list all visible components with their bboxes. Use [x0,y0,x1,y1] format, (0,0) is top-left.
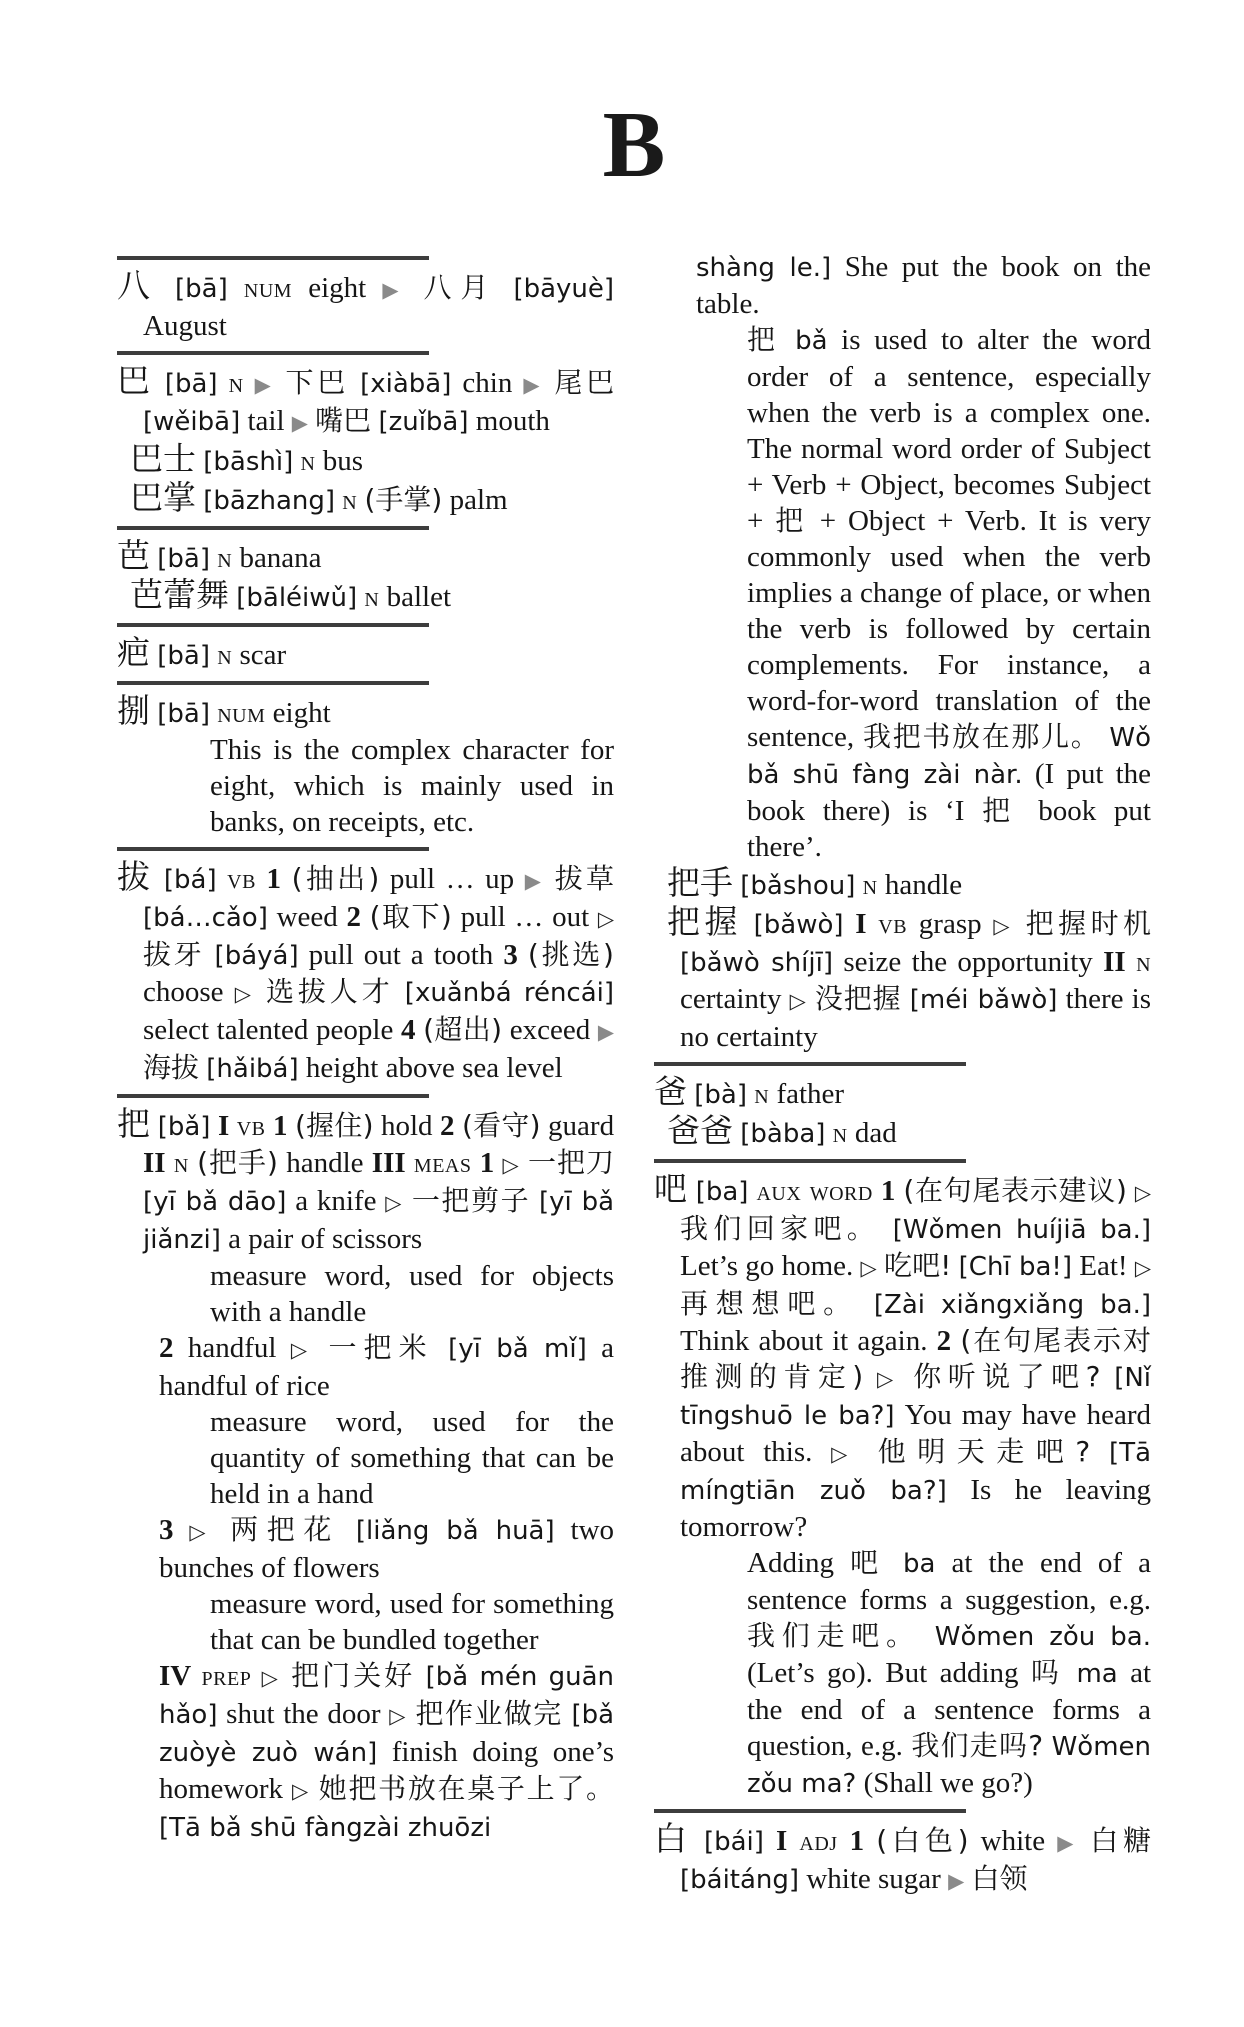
headword: 芭蕾舞 [130,575,229,614]
sense-number: III [371,1147,406,1179]
pos-label: n [1136,946,1152,978]
chinese-text: 下巴 [285,366,350,399]
english-text: height above sea level [305,1052,563,1084]
english-text: mouth [475,405,550,437]
english-text: handle [884,869,963,901]
pinyin: [bā] [175,274,228,304]
english-text: Is he leaving tomorrow? [680,1474,1152,1543]
example-arrow-icon: ▷ [291,1779,310,1803]
chinese-text: (看守) [462,1109,541,1142]
pinyin: Wǒ bǎ shū fàng zài nàr. [747,723,1152,790]
pos-label: n [300,445,316,477]
compound-arrow-icon: ▶ [291,411,308,435]
section-letter: B [602,93,666,197]
entry-paragraph [117,635,614,674]
usage-note [117,1404,614,1512]
usage-note [117,1258,614,1330]
chinese-text: 把门关好 [291,1659,416,1692]
chinese-text: 嘴巴 [315,404,372,437]
english-text: chin [462,367,513,399]
entry-paragraph [117,363,614,441]
pinyin: Wǒmen zǒu ba. [934,1622,1151,1652]
chinese-text: 他明天走吧? [877,1435,1091,1468]
pinyin: [yī bǎ jiǎnzi] [143,1187,615,1255]
entry-divider [117,351,429,355]
pinyin: ma [1076,1659,1118,1689]
pinyin: [zuǐbā] [378,407,469,437]
entry-paragraph [654,865,1151,904]
chinese-text: 把握时机 [1025,907,1152,940]
english-text: bus [322,445,363,477]
pinyin: [bā] [157,641,210,671]
example-arrow-icon: ▷ [290,1338,315,1362]
pinyin: [bā] [157,544,210,574]
example-arrow-icon: ▷ [389,1704,407,1728]
english-text: Adding [747,1547,834,1579]
pinyin: [Tā míngtiān zuǒ ba?] [680,1438,1152,1506]
chinese-text: (在句尾表示对推测的肯定) [680,1324,1151,1393]
entry-divider [117,526,429,530]
entry-paragraph [117,1106,614,1258]
usage-note [654,322,1151,865]
english-text: measure word, used for something that can be bundled together [210,1588,614,1656]
example-arrow-icon: ▷ [831,1442,859,1466]
chinese-text: (在句尾表示建议) [903,1174,1127,1207]
pinyin: [bǎwò shíjī] [680,948,833,978]
headword: 爸爸 [667,1111,733,1150]
chinese-text: 我们回家吧。 [680,1212,881,1245]
headword: 吧 [654,1169,688,1208]
entry-divider [117,1094,429,1098]
pinyin: [bàba] [740,1119,826,1149]
pos-label: n [173,1147,189,1179]
example-arrow-icon: ▷ [261,1666,281,1690]
pos-label: vb [878,908,908,940]
pinyin: [Zài xiǎngxiǎng ba.] [873,1290,1151,1320]
english-text: banana [239,542,322,574]
sense-number: II [1103,946,1126,978]
english-text: father [776,1078,845,1110]
chinese-text: (白色) [876,1824,969,1857]
english-text: pull out a tooth [308,939,494,971]
pinyin: [liǎng bǎ huā] [355,1516,555,1546]
chinese-text: 海拔 [143,1051,200,1084]
english-text: choose [143,976,224,1008]
english-text: handful [187,1332,277,1364]
headword: 巴士 [130,439,196,478]
pos-label: n [228,367,244,399]
sense-number: 1 [266,863,282,895]
pinyin: [bǎ] [157,1112,211,1142]
entry-paragraph [117,441,614,480]
pinyin: [báitáng] [680,1865,800,1895]
headword: 把握 [667,902,742,941]
pinyin: [yī bǎ dāo] [143,1187,287,1217]
compound-arrow-icon: ▶ [254,373,275,397]
chinese-text: 她把书放在桌子上了。 [318,1772,615,1805]
pinyin: shàng le.] [696,253,832,283]
example-arrow-icon: ▷ [234,982,255,1006]
chinese-text: 你听说了吧? [913,1360,1101,1393]
pinyin: bǎ [795,326,828,356]
english-text: two bunches of flowers [159,1514,615,1584]
sense-number: 1 [849,1825,865,1857]
pinyin: ba [902,1549,936,1579]
pos-label: aux word [756,1175,873,1207]
pinyin: [bà] [694,1080,747,1110]
pinyin: [ba] [695,1177,749,1207]
chinese-text: (挑选) [527,938,614,971]
pos-label: n [754,1078,770,1110]
english-text: Let’s go home. [680,1250,854,1282]
pos-label: vb [236,1110,266,1142]
chinese-text: 吧 [850,1546,887,1579]
english-text: exceed [509,1014,591,1046]
pinyin: [bāléiwǔ] [236,583,358,613]
example-arrow-icon: ▷ [789,989,807,1013]
pos-label: prep [201,1660,252,1692]
entry-divider [654,1809,966,1813]
headword: 白 [654,1819,692,1858]
usage-note [117,732,614,840]
pinyin: [bǎwò] [753,910,844,940]
sense-number: II [143,1147,166,1179]
english-text: Think about it again. [680,1325,928,1357]
sense-number: 3 [503,939,518,971]
chinese-text: 白糖 [1090,1824,1152,1857]
english-text: white [980,1825,1046,1857]
english-text: a knife [295,1185,377,1217]
entry-paragraph [117,268,614,344]
sense-number: 2 [936,1325,952,1357]
english-text: eight [272,697,331,729]
english-text: tail [247,405,285,437]
headword: 巴 [117,361,154,400]
entry-paragraph [654,1821,1151,1899]
english-text: dad [854,1117,897,1149]
english-text: white sugar [806,1863,941,1895]
pinyin: [bā] [157,699,210,729]
example-arrow-icon: ▷ [1134,1181,1152,1205]
sense-number: 2 [346,901,361,933]
chinese-text: 把 [775,504,808,537]
english-text: + Object + Verb. It is very commonly used when the verb implies a change of place, or when the verb is followed by certain complements. For instance, a word-for-word translation of the sentence, [747,505,1152,753]
pinyin: [bá] [163,865,217,895]
example-arrow-icon: ▷ [502,1153,520,1177]
entry-paragraph [117,1512,614,1586]
entry-paragraph [654,249,1151,322]
chinese-text: 八月 [423,271,498,304]
compound-arrow-icon: ▶ [597,1020,614,1044]
headword: 把 [117,1104,151,1143]
english-text: She put the book on the table. [696,251,1151,320]
pos-label: meas [413,1147,472,1179]
example-arrow-icon: ▷ [1134,1256,1152,1280]
sense-number: I [855,908,867,940]
pos-label: n [862,869,878,901]
english-text: weed [276,901,338,933]
entry-divider [654,1062,966,1066]
pinyin: [méi bǎwò] [909,985,1058,1015]
entry-paragraph [654,904,1151,1055]
pinyin: [Wǒmen huíjiā ba.] [892,1215,1151,1245]
pinyin: [Tā bǎ shū fàngzài zhuōzi [159,1813,492,1843]
headword: 八 [117,266,159,305]
pinyin: [yī bǎ mǐ] [448,1334,587,1364]
entry-paragraph [117,1330,614,1404]
pos-label: n [364,581,380,613]
chinese-text: 再想想吧。 [680,1287,859,1320]
entry-paragraph [117,693,614,732]
english-text: eight [308,272,367,304]
english-text: grasp [918,908,982,940]
headword: 芭 [117,536,150,575]
english-text: shut the door [226,1698,381,1730]
entry-divider [117,681,429,685]
left-column [117,249,614,1846]
example-arrow-icon: ▷ [189,1520,215,1544]
pos-label: n [832,1117,848,1149]
chinese-text: 没把握 [814,982,902,1015]
entry-paragraph [654,1171,1151,1545]
pinyin: [wěibā] [143,407,241,437]
english-text: pull … out [460,901,590,933]
english-text: finish doing one’s homework [159,1736,614,1805]
entry-paragraph [654,1074,1151,1113]
chinese-text: 白领 [971,1862,1028,1895]
english-text: You may have heard about this. [680,1399,1151,1468]
right-column [654,249,1151,1899]
entry-divider [117,623,429,627]
chinese-text: (超出) [423,1013,503,1046]
headword: 拔 [117,857,154,896]
english-text: a pair of scissors [228,1223,423,1255]
chinese-text: (手掌) [364,483,443,516]
pinyin: [bái] [703,1827,764,1857]
sense-number: 1 [273,1110,288,1142]
usage-note [654,1545,1151,1802]
pinyin: [bǎ zuòyè zuò wán] [159,1700,615,1768]
entry-divider [117,847,429,851]
example-arrow-icon: ▷ [597,907,614,931]
chinese-text: (把手) [197,1146,278,1179]
english-text: seize the opportunity [843,946,1093,978]
chinese-text: (抽出) [291,862,380,895]
english-text: hold [381,1110,433,1142]
english-text: measure word, used for the quantity of something that can be held in a hand [210,1406,614,1510]
english-text: measure word, used for objects with a handle [210,1260,614,1328]
english-text: certainty [680,983,782,1015]
english-text: Eat! [1079,1250,1128,1282]
sense-number: I [775,1825,788,1857]
sense-number: 2 [159,1332,174,1364]
english-text: (Shall we go?) [863,1767,1033,1799]
pos-label: n [217,639,233,671]
sense-number: IV [159,1660,192,1692]
chinese-text: 拔牙 [143,938,205,971]
pinyin: [bāyuè] [513,274,615,304]
english-text: at the end of a sentence forms a suggestion, e.g. [747,1547,1152,1616]
english-text: August [143,310,227,342]
english-text: scar [239,639,287,671]
example-arrow-icon: ▷ [876,1367,900,1391]
entry-paragraph [117,1658,614,1846]
chinese-text: 我们走吧。 [747,1619,921,1652]
chinese-text: 吗 [1030,1656,1065,1689]
pinyin: [bā] [164,369,218,399]
sense-number: 1 [479,1147,495,1179]
pinyin: [xiàbā] [360,369,452,399]
english-text: is used to alter the word order of a sentence, especially when the verb is a complex one. The normal word order of Subject + Verb + Object, becomes Subject + [747,324,1151,537]
sense-number: 1 [880,1175,896,1207]
chinese-text: 一把剪子 [411,1184,531,1217]
example-arrow-icon: ▷ [993,914,1014,938]
sense-number: I [217,1110,230,1142]
pinyin: [hǎibá] [206,1054,299,1084]
chinese-text: (取下) [369,900,452,933]
pinyin: [bǎshou] [740,871,856,901]
compound-arrow-icon: ▶ [382,278,408,302]
english-text: guard [548,1110,615,1142]
pos-label: n [217,542,233,574]
pinyin: [bāshì] [203,447,294,477]
sense-number: 2 [440,1110,455,1142]
pinyin: [bǎ mén guān hǎo] [159,1662,614,1730]
pos-label: num [217,697,266,729]
chinese-text: 把作业做完 [415,1697,563,1730]
pos-label: adj [799,1825,838,1857]
chinese-text: 两把花 [230,1513,340,1546]
entry-paragraph [654,1113,1151,1152]
sense-number: 4 [400,1014,416,1046]
compound-arrow-icon: ▶ [524,869,545,893]
english-text: (Let’s go). But adding [747,1657,1019,1689]
headword: 捌 [117,691,150,730]
pinyin: Wǒmen zǒu ma? [747,1732,1152,1799]
pos-label: n [342,484,358,516]
pinyin: [báyá] [214,941,299,971]
english-text: This is the complex character for eight, which is mainly used in banks, on receipts, etc. [210,734,614,838]
chinese-text: 我把书放在那儿。 [863,720,1101,753]
compound-arrow-icon: ▶ [1057,1831,1079,1855]
chinese-text: 拔草 [554,862,615,895]
pos-label: vb [227,863,256,895]
english-text: there is no certainty [680,983,1152,1053]
example-arrow-icon: ▷ [860,1256,877,1280]
pos-label: num [243,272,293,304]
compound-arrow-icon: ▶ [948,1869,965,1893]
entry-paragraph [117,859,614,1087]
entry-paragraph [117,577,614,616]
chinese-text: 一把米 [328,1331,434,1364]
chinese-text: 把 [982,794,1021,827]
english-text: pull … up [389,863,515,895]
chinese-text: 我们走吗? [911,1729,1044,1762]
pinyin: [bá…cǎo] [143,903,268,933]
english-text: ballet [386,581,452,613]
sense-number: 3 [159,1514,174,1546]
english-text: book put there’. [747,795,1151,863]
entry-paragraph [117,538,614,577]
pinyin: [Nǐ tīngshuō le ba?] [680,1363,1152,1431]
chinese-text: 一把刀 [527,1146,614,1179]
headword: 疤 [117,633,150,672]
compound-arrow-icon: ▶ [523,373,544,397]
headword: 爸 [654,1072,687,1111]
english-text: at the end of a sentence forms a question, e.g. [747,1657,1152,1762]
headword: 巴掌 [130,478,196,517]
pinyin: [bāzhang] [203,486,336,516]
chinese-text: (握住) [294,1109,374,1142]
chinese-text: 吃吧! [884,1249,952,1282]
headword: 把手 [667,863,733,902]
english-text: a handful of rice [159,1332,614,1402]
english-text: palm [449,484,508,516]
entry-paragraph [117,480,614,519]
entry-divider [654,1159,966,1163]
chinese-text: 尾巴 [554,366,615,399]
english-text: select talented people [143,1014,394,1046]
english-text: (I put the book there) is ‘I [747,758,1151,827]
pinyin: [xuǎnbá réncái] [404,978,615,1008]
pinyin: [Chī ba!] [958,1252,1072,1282]
example-arrow-icon: ▷ [385,1191,404,1215]
chinese-text: 把 [747,323,782,356]
chinese-text: 选拔人才 [265,975,394,1008]
english-text: handle [286,1147,364,1179]
usage-note [117,1586,614,1658]
entry-divider [117,256,429,260]
